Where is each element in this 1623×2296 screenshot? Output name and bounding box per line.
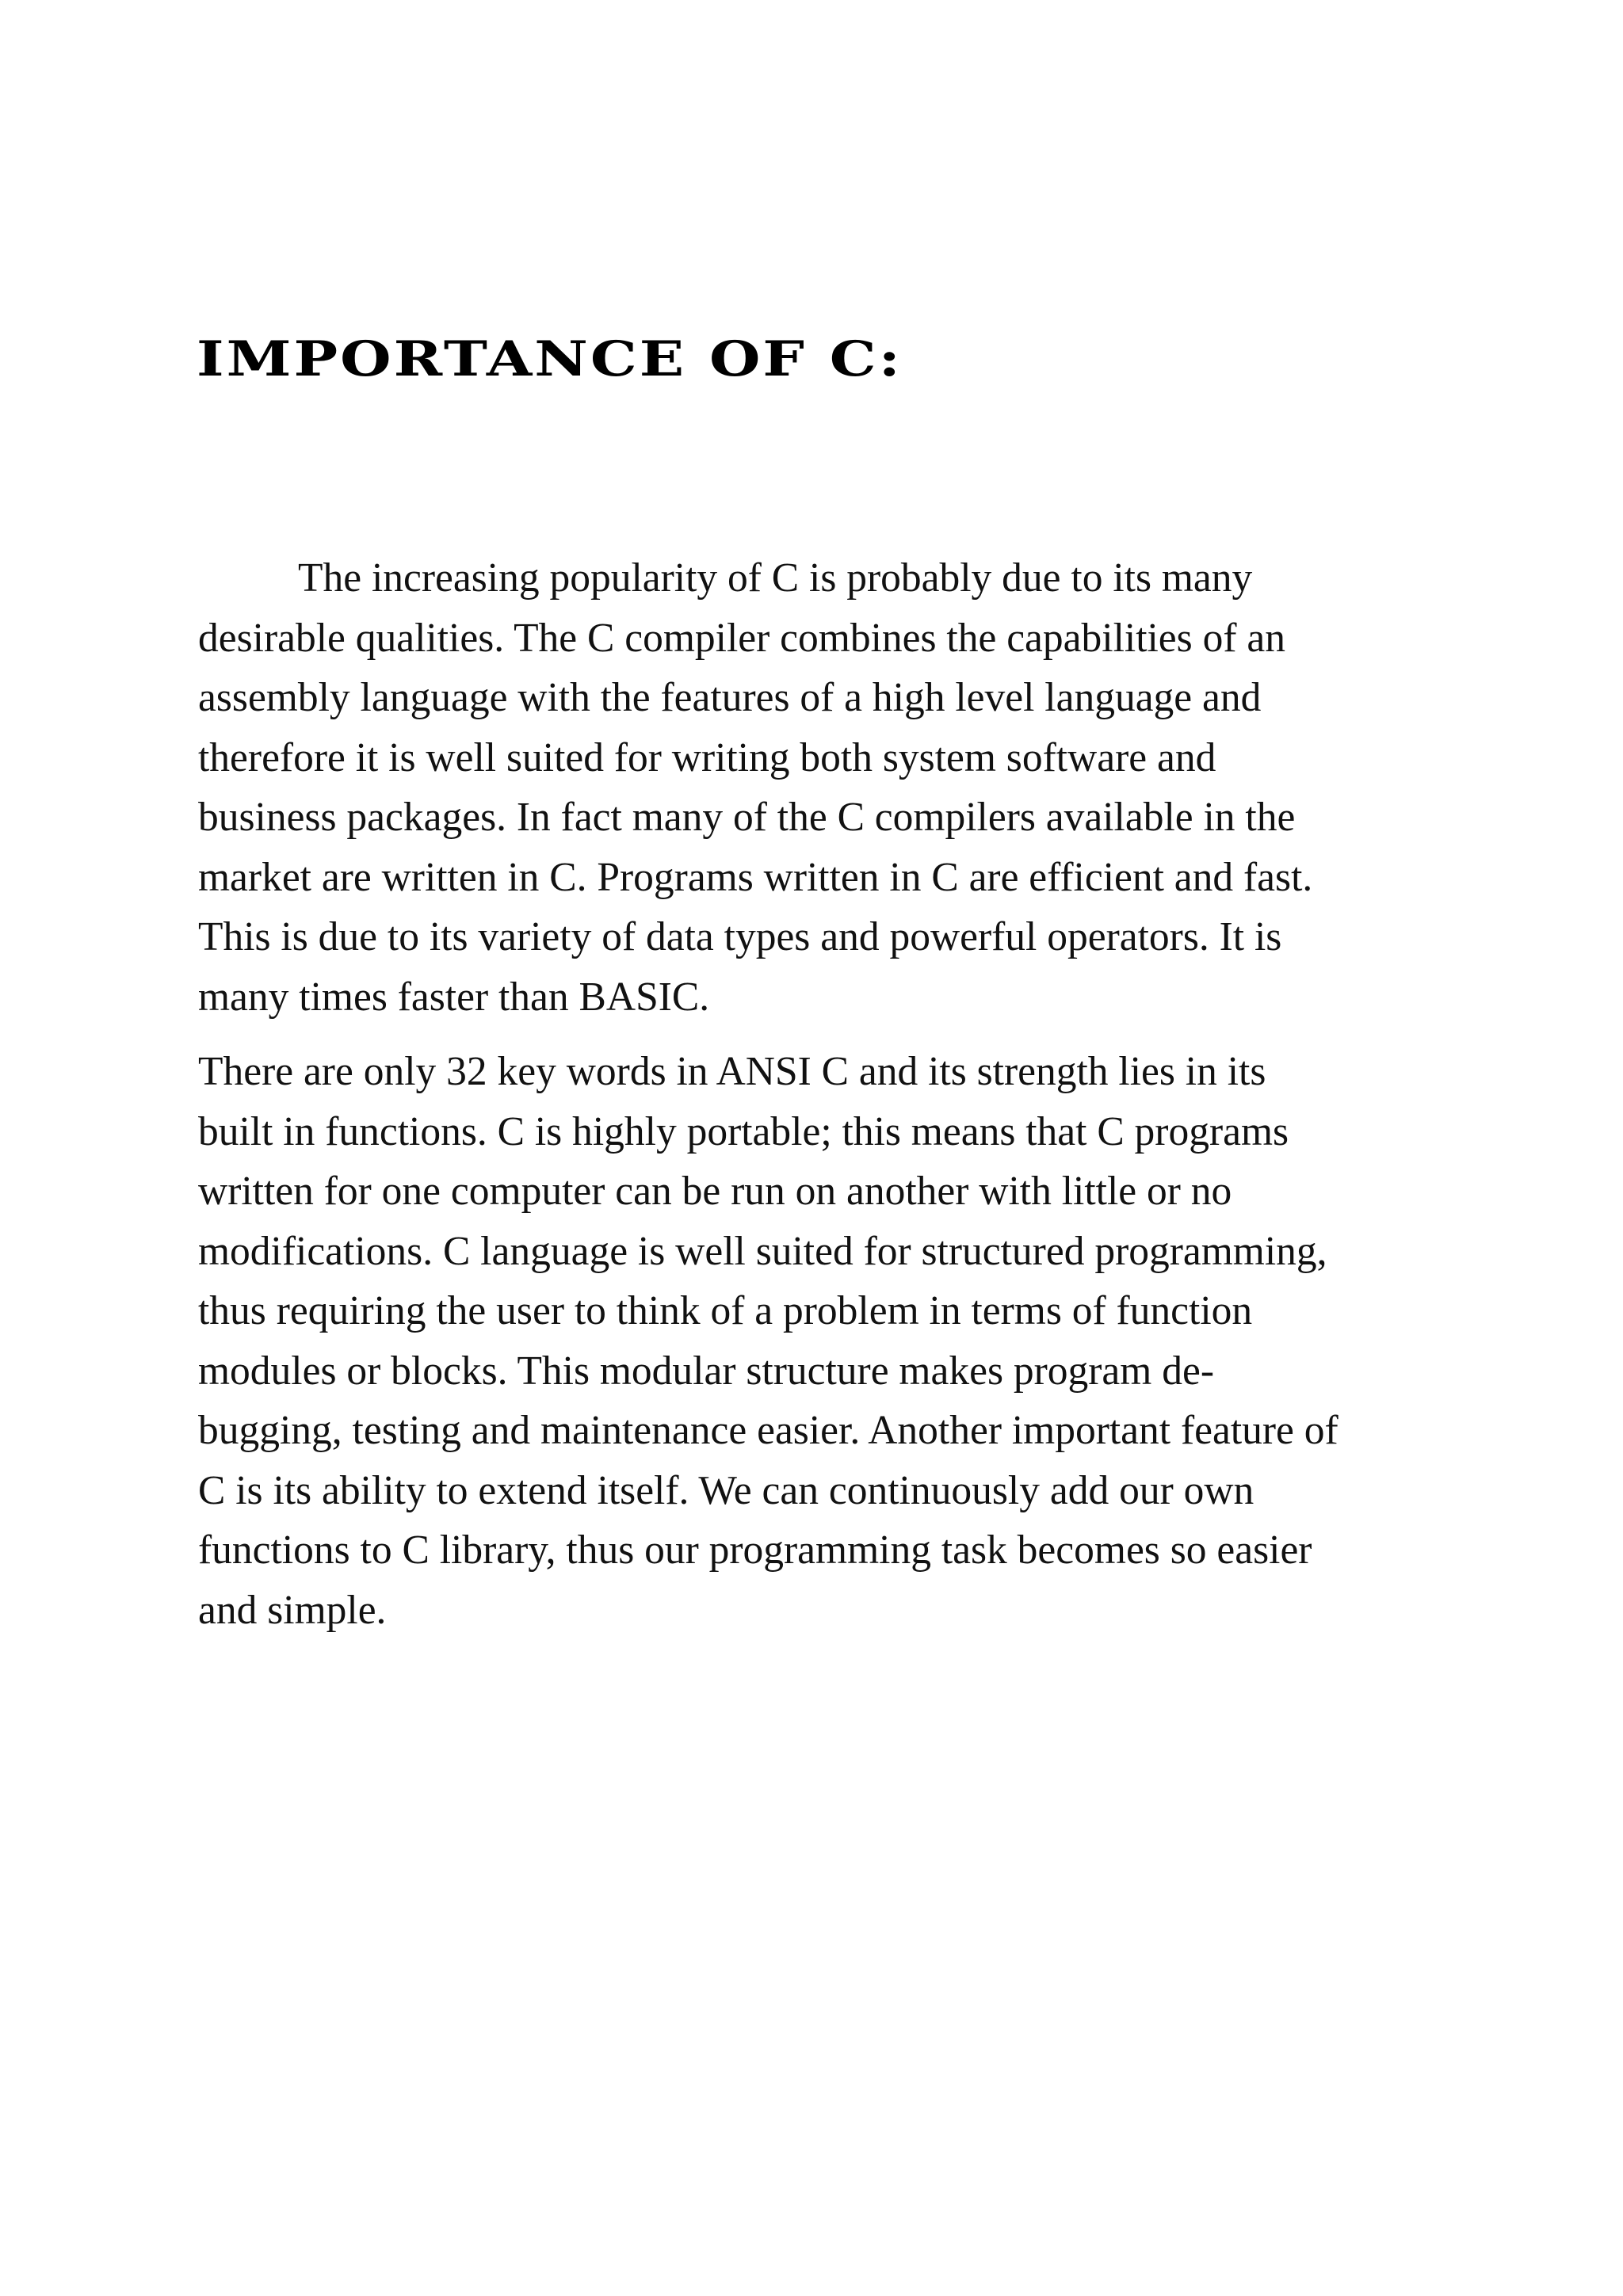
paragraph-2-line-7: bugging, testing and maintenance easier. Another important feature of (198, 1408, 1338, 1453)
paragraph-2-line-6: modules or blocks. This modular structure makes program de- (198, 1348, 1214, 1394)
paragraph-2-line-2: built in functions. C is highly portable; this means that C programs (198, 1108, 1289, 1154)
paragraph-2-line-8: C is its ability to extend itself. We can continuously add our own (198, 1467, 1254, 1513)
body-text (198, 548, 1434, 1640)
paragraph-2-line-3: written for one computer can be run on another with little or no (198, 1169, 1232, 1214)
paragraph-2-line-9: functions to C library, thus our programming task becomes so easier (198, 1527, 1312, 1573)
paragraph-2-line-4: modifications. C language is well suited for structured programming, (198, 1228, 1327, 1274)
paragraph-1-line-2: desirable qualities. The C compiler combines the capabilities of an (198, 615, 1285, 661)
paragraph-2 (198, 1042, 1434, 1640)
paragraph-2-line-1: There are only 32 key words in ANSI C and its strength lies in its (198, 1049, 1266, 1094)
paragraph-1-line-5: business packages. In fact many of the C compilers available in the (198, 795, 1296, 840)
paragraph-1-line-7: This is due to its variety of data types and powerful operators. It is (198, 914, 1282, 959)
page-heading: IMPORTANCE OF C: (197, 331, 903, 387)
paragraph-1-line-8: many times faster than BASIC. (198, 974, 710, 1020)
paragraph-1-line-6: market are written in C. Programs written in C are efficient and fast. (198, 854, 1313, 900)
paragraph-1-line-3: assembly language with the features of a high level language and (198, 675, 1262, 720)
paragraph-2-line-10: and simple. (198, 1587, 387, 1633)
paragraph-1 (198, 548, 1434, 1027)
paragraph-1-line-4: therefore it is well suited for writing both system software and (198, 734, 1216, 780)
paragraph-2-line-5: thus requiring the user to think of a problem in terms of function (198, 1288, 1253, 1333)
paragraph-1-line-1: The increasing popularity of C is probably due to its many (298, 555, 1253, 601)
